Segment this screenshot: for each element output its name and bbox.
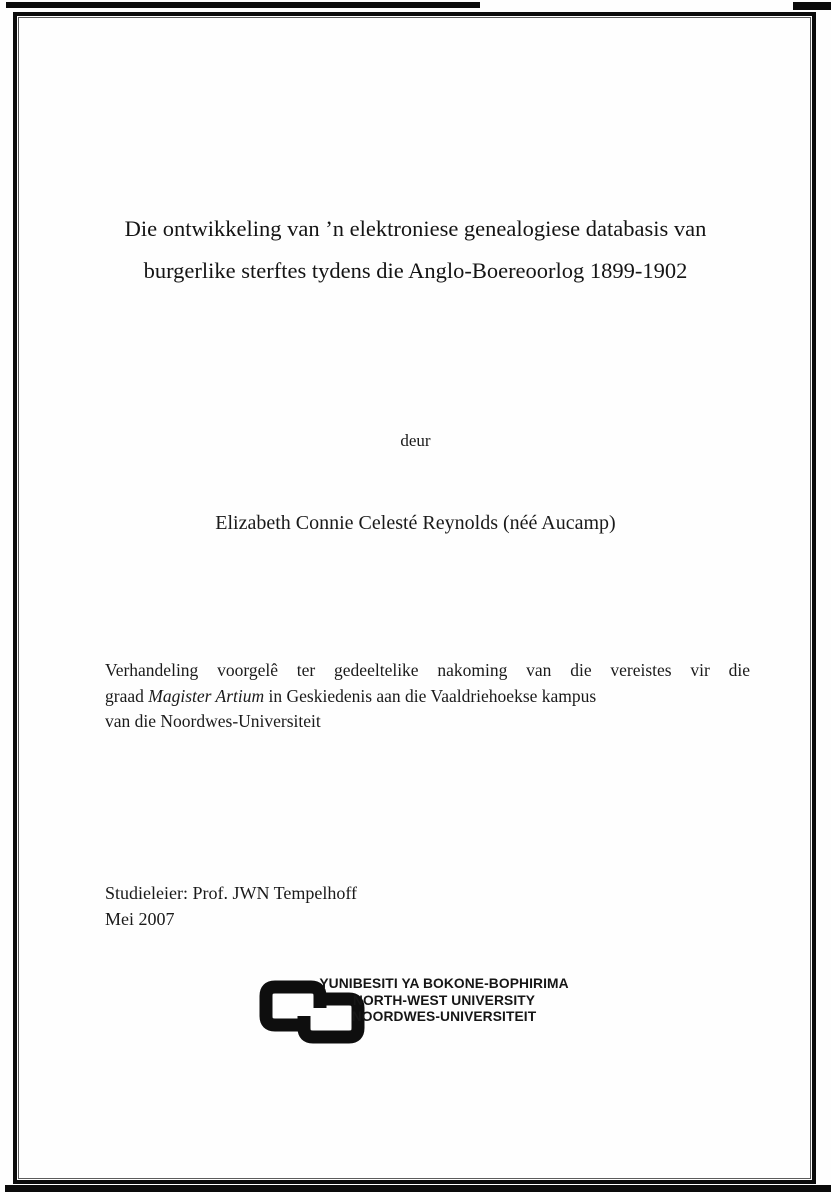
logo-text-afrikaans: NOORDWES-UNIVERSITEIT <box>351 1009 537 1024</box>
thesis-title <box>60 208 771 292</box>
logo-text-english: NORTH-WEST UNIVERSITY <box>352 992 536 1008</box>
supervisor-block <box>105 881 357 932</box>
date-line: Mei 2007 <box>105 908 175 929</box>
scan-artifact-bar <box>6 2 480 8</box>
statement-line2-suffix: in Geskiedenis aan die Vaaldriehoekse kampus <box>264 685 597 706</box>
byline-label: deur <box>400 431 431 450</box>
supervisor-line: Studieleier: Prof. JWN Tempelhoff <box>105 883 358 903</box>
submission-statement <box>105 658 750 735</box>
university-logo-text <box>316 976 572 1026</box>
author-name: Elizabeth Connie Celesté Reynolds (néé Aucamp) <box>215 512 616 534</box>
statement-line2-prefix: graad <box>105 685 149 706</box>
logo-text-setswana: YUNIBESITI YA BOKONE-BOPHIRIMA <box>319 976 569 991</box>
thesis-title-line2: burgerlike sterftes tydens die Anglo-Boereoorlog 1899-1902 <box>143 258 688 283</box>
statement-line2 <box>105 684 750 710</box>
scan-artifact-bar <box>5 1185 831 1192</box>
statement-line3: van die Noordwes-Universiteit <box>105 711 321 731</box>
scan-artifact-bar <box>793 2 831 10</box>
degree-name-italic: Magister Artium <box>148 685 265 706</box>
statement-line1: Verhandeling voorgelê ter gedeeltelike nakoming van die vereistes vir die <box>105 660 750 680</box>
thesis-title-line1: Die ontwikkeling van ’n elektroniese genealogiese databasis van <box>124 216 707 241</box>
